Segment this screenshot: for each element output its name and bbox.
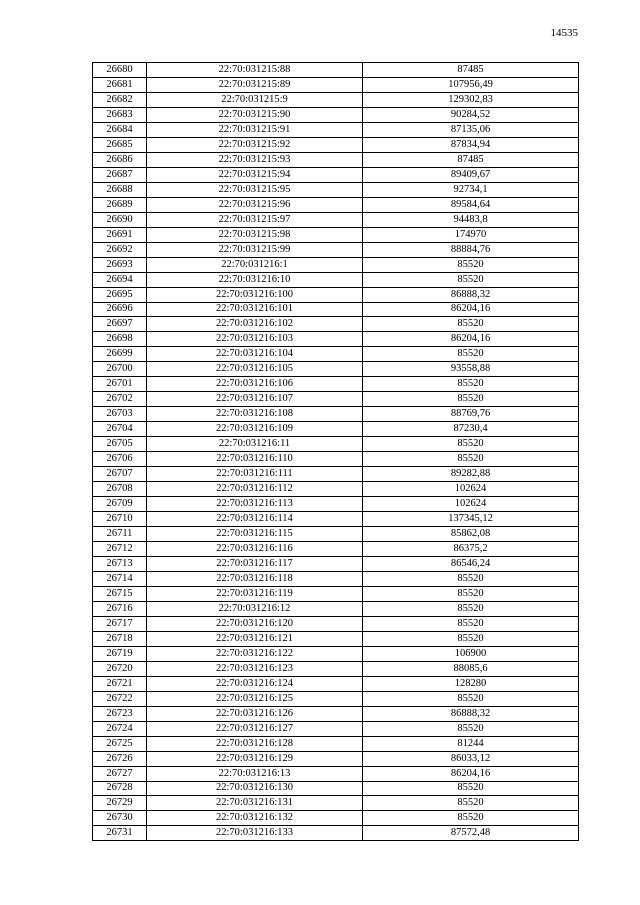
row-number-cell: 26724 [93, 721, 147, 736]
cadastral-number-cell: 22:70:031216:116 [147, 542, 363, 557]
table-row [93, 122, 579, 137]
cadastral-number-cell: 22:70:031216:130 [147, 781, 363, 796]
cadastral-number-cell: 22:70:031215:88 [147, 63, 363, 78]
table-row [93, 317, 579, 332]
value-cell: 106900 [363, 646, 579, 661]
table-row [93, 167, 579, 182]
table-row [93, 736, 579, 751]
row-number-cell: 26716 [93, 601, 147, 616]
table-row [93, 377, 579, 392]
value-cell: 87485 [363, 63, 579, 78]
row-number-cell: 26680 [93, 63, 147, 78]
value-cell: 87485 [363, 152, 579, 167]
cadastral-number-cell: 22:70:031216:126 [147, 706, 363, 721]
table-row [93, 646, 579, 661]
row-number-cell: 26705 [93, 437, 147, 452]
cadastral-number-cell: 22:70:031216:102 [147, 317, 363, 332]
row-number-cell: 26696 [93, 302, 147, 317]
table-row [93, 826, 579, 841]
table-row [93, 287, 579, 302]
value-cell: 86546,24 [363, 556, 579, 571]
value-cell: 85520 [363, 781, 579, 796]
table-row [93, 467, 579, 482]
cadastral-number-cell: 22:70:031215:97 [147, 212, 363, 227]
cadastral-number-cell: 22:70:031216:122 [147, 646, 363, 661]
table-row [93, 706, 579, 721]
row-number-cell: 26693 [93, 257, 147, 272]
value-cell: 87230,4 [363, 422, 579, 437]
table-row [93, 407, 579, 422]
cadastral-number-cell: 22:70:031216:12 [147, 601, 363, 616]
cadastral-number-cell: 22:70:031216:132 [147, 811, 363, 826]
table-row [93, 512, 579, 527]
value-cell: 85520 [363, 437, 579, 452]
value-cell: 102624 [363, 482, 579, 497]
row-number-cell: 26725 [93, 736, 147, 751]
row-number-cell: 26722 [93, 691, 147, 706]
value-cell: 86375,2 [363, 542, 579, 557]
row-number-cell: 26703 [93, 407, 147, 422]
cadastral-number-cell: 22:70:031216:1 [147, 257, 363, 272]
value-cell: 85520 [363, 796, 579, 811]
value-cell: 85520 [363, 347, 579, 362]
row-number-cell: 26683 [93, 107, 147, 122]
value-cell: 86204,16 [363, 332, 579, 347]
value-cell: 87834,94 [363, 137, 579, 152]
value-cell: 89409,67 [363, 167, 579, 182]
row-number-cell: 26692 [93, 242, 147, 257]
cadastral-number-cell: 22:70:031216:10 [147, 272, 363, 287]
row-number-cell: 26686 [93, 152, 147, 167]
row-number-cell: 26689 [93, 197, 147, 212]
value-cell: 86888,32 [363, 287, 579, 302]
table-row [93, 152, 579, 167]
row-number-cell: 26719 [93, 646, 147, 661]
registry-table-body [93, 63, 579, 841]
cadastral-number-cell: 22:70:031216:113 [147, 497, 363, 512]
cadastral-number-cell: 22:70:031216:114 [147, 512, 363, 527]
cadastral-number-cell: 22:70:031216:11 [147, 437, 363, 452]
row-number-cell: 26721 [93, 676, 147, 691]
row-number-cell: 26726 [93, 751, 147, 766]
value-cell: 88085,6 [363, 661, 579, 676]
table-row [93, 137, 579, 152]
value-cell: 86204,16 [363, 766, 579, 781]
table-row [93, 781, 579, 796]
row-number-cell: 26702 [93, 392, 147, 407]
row-number-cell: 26709 [93, 497, 147, 512]
row-number-cell: 26727 [93, 766, 147, 781]
table-row [93, 796, 579, 811]
row-number-cell: 26731 [93, 826, 147, 841]
cadastral-number-cell: 22:70:031215:98 [147, 227, 363, 242]
row-number-cell: 26681 [93, 77, 147, 92]
table-row [93, 182, 579, 197]
table-row [93, 542, 579, 557]
cadastral-number-cell: 22:70:031215:9 [147, 92, 363, 107]
cadastral-number-cell: 22:70:031216:117 [147, 556, 363, 571]
cadastral-number-cell: 22:70:031216:109 [147, 422, 363, 437]
table-row [93, 63, 579, 78]
cadastral-number-cell: 22:70:031216:104 [147, 347, 363, 362]
table-row [93, 452, 579, 467]
value-cell: 85520 [363, 272, 579, 287]
row-number-cell: 26717 [93, 616, 147, 631]
row-number-cell: 26687 [93, 167, 147, 182]
cadastral-number-cell: 22:70:031216:111 [147, 467, 363, 482]
cadastral-number-cell: 22:70:031216:103 [147, 332, 363, 347]
table-row [93, 527, 579, 542]
value-cell: 86204,16 [363, 302, 579, 317]
row-number-cell: 26714 [93, 571, 147, 586]
table-row [93, 347, 579, 362]
cadastral-number-cell: 22:70:031216:127 [147, 721, 363, 736]
value-cell: 85520 [363, 631, 579, 646]
table-row [93, 751, 579, 766]
cadastral-number-cell: 22:70:031216:119 [147, 586, 363, 601]
row-number-cell: 26713 [93, 556, 147, 571]
table-row [93, 586, 579, 601]
table-row [93, 107, 579, 122]
row-number-cell: 26718 [93, 631, 147, 646]
table-row [93, 77, 579, 92]
table-row [93, 631, 579, 646]
cadastral-number-cell: 22:70:031216:125 [147, 691, 363, 706]
table-row [93, 422, 579, 437]
row-number-cell: 26708 [93, 482, 147, 497]
cadastral-number-cell: 22:70:031216:129 [147, 751, 363, 766]
value-cell: 85520 [363, 586, 579, 601]
row-number-cell: 26688 [93, 182, 147, 197]
row-number-cell: 26710 [93, 512, 147, 527]
row-number-cell: 26729 [93, 796, 147, 811]
cadastral-number-cell: 22:70:031215:95 [147, 182, 363, 197]
value-cell: 129302,83 [363, 92, 579, 107]
cadastral-number-cell: 22:70:031215:92 [147, 137, 363, 152]
row-number-cell: 26711 [93, 527, 147, 542]
table-row [93, 242, 579, 257]
row-number-cell: 26698 [93, 332, 147, 347]
row-number-cell: 26684 [93, 122, 147, 137]
cadastral-number-cell: 22:70:031216:110 [147, 452, 363, 467]
table-row [93, 92, 579, 107]
cadastral-number-cell: 22:70:031215:93 [147, 152, 363, 167]
value-cell: 85520 [363, 571, 579, 586]
value-cell: 85520 [363, 811, 579, 826]
cadastral-number-cell: 22:70:031216:101 [147, 302, 363, 317]
table-row [93, 482, 579, 497]
table-row [93, 272, 579, 287]
registry-table [92, 62, 579, 841]
row-number-cell: 26694 [93, 272, 147, 287]
cadastral-number-cell: 22:70:031215:99 [147, 242, 363, 257]
table-row [93, 616, 579, 631]
table-row [93, 556, 579, 571]
row-number-cell: 26723 [93, 706, 147, 721]
value-cell: 87135,06 [363, 122, 579, 137]
value-cell: 102624 [363, 497, 579, 512]
value-cell: 85520 [363, 691, 579, 706]
value-cell: 86033,12 [363, 751, 579, 766]
cadastral-number-cell: 22:70:031215:89 [147, 77, 363, 92]
value-cell: 89584,64 [363, 197, 579, 212]
cadastral-number-cell: 22:70:031216:123 [147, 661, 363, 676]
cadastral-number-cell: 22:70:031215:90 [147, 107, 363, 122]
cadastral-number-cell: 22:70:031216:13 [147, 766, 363, 781]
cadastral-number-cell: 22:70:031216:112 [147, 482, 363, 497]
value-cell: 85520 [363, 257, 579, 272]
table-row [93, 601, 579, 616]
cadastral-number-cell: 22:70:031216:107 [147, 392, 363, 407]
table-row [93, 766, 579, 781]
value-cell: 88769,76 [363, 407, 579, 422]
cadastral-number-cell: 22:70:031216:108 [147, 407, 363, 422]
table-row [93, 497, 579, 512]
value-cell: 81244 [363, 736, 579, 751]
table-row [93, 362, 579, 377]
cadastral-number-cell: 22:70:031216:106 [147, 377, 363, 392]
row-number-cell: 26682 [93, 92, 147, 107]
table-row [93, 332, 579, 347]
table-row [93, 691, 579, 706]
cadastral-number-cell: 22:70:031216:128 [147, 736, 363, 751]
row-number-cell: 26699 [93, 347, 147, 362]
cadastral-number-cell: 22:70:031215:91 [147, 122, 363, 137]
value-cell: 89282,88 [363, 467, 579, 482]
table-row [93, 302, 579, 317]
row-number-cell: 26691 [93, 227, 147, 242]
value-cell: 90284,52 [363, 107, 579, 122]
table-row [93, 811, 579, 826]
value-cell: 85520 [363, 392, 579, 407]
row-number-cell: 26715 [93, 586, 147, 601]
table-row [93, 676, 579, 691]
row-number-cell: 26685 [93, 137, 147, 152]
row-number-cell: 26704 [93, 422, 147, 437]
table-row [93, 212, 579, 227]
row-number-cell: 26728 [93, 781, 147, 796]
table-row [93, 227, 579, 242]
cadastral-number-cell: 22:70:031215:94 [147, 167, 363, 182]
cadastral-number-cell: 22:70:031216:118 [147, 571, 363, 586]
cadastral-number-cell: 22:70:031216:115 [147, 527, 363, 542]
table-row [93, 571, 579, 586]
row-number-cell: 26712 [93, 542, 147, 557]
value-cell: 128280 [363, 676, 579, 691]
page-number: 14535 [550, 27, 578, 39]
value-cell: 87572,48 [363, 826, 579, 841]
table-row [93, 437, 579, 452]
cadastral-number-cell: 22:70:031216:100 [147, 287, 363, 302]
table-row [93, 257, 579, 272]
table-row [93, 721, 579, 736]
value-cell: 85862,08 [363, 527, 579, 542]
value-cell: 137345,12 [363, 512, 579, 527]
value-cell: 94483,8 [363, 212, 579, 227]
value-cell: 85520 [363, 377, 579, 392]
table-row [93, 197, 579, 212]
value-cell: 107956,49 [363, 77, 579, 92]
row-number-cell: 26697 [93, 317, 147, 332]
value-cell: 86888,32 [363, 706, 579, 721]
value-cell: 85520 [363, 317, 579, 332]
cadastral-number-cell: 22:70:031215:96 [147, 197, 363, 212]
row-number-cell: 26690 [93, 212, 147, 227]
value-cell: 85520 [363, 721, 579, 736]
cadastral-number-cell: 22:70:031216:121 [147, 631, 363, 646]
value-cell: 85520 [363, 452, 579, 467]
value-cell: 93558,88 [363, 362, 579, 377]
row-number-cell: 26695 [93, 287, 147, 302]
row-number-cell: 26730 [93, 811, 147, 826]
cadastral-number-cell: 22:70:031216:120 [147, 616, 363, 631]
value-cell: 88884,76 [363, 242, 579, 257]
value-cell: 92734,1 [363, 182, 579, 197]
value-cell: 174970 [363, 227, 579, 242]
table-row [93, 661, 579, 676]
cadastral-number-cell: 22:70:031216:133 [147, 826, 363, 841]
cadastral-number-cell: 22:70:031216:131 [147, 796, 363, 811]
row-number-cell: 26700 [93, 362, 147, 377]
cadastral-number-cell: 22:70:031216:105 [147, 362, 363, 377]
row-number-cell: 26707 [93, 467, 147, 482]
row-number-cell: 26706 [93, 452, 147, 467]
cadastral-number-cell: 22:70:031216:124 [147, 676, 363, 691]
value-cell: 85520 [363, 601, 579, 616]
table-row [93, 392, 579, 407]
row-number-cell: 26701 [93, 377, 147, 392]
value-cell: 85520 [363, 616, 579, 631]
row-number-cell: 26720 [93, 661, 147, 676]
